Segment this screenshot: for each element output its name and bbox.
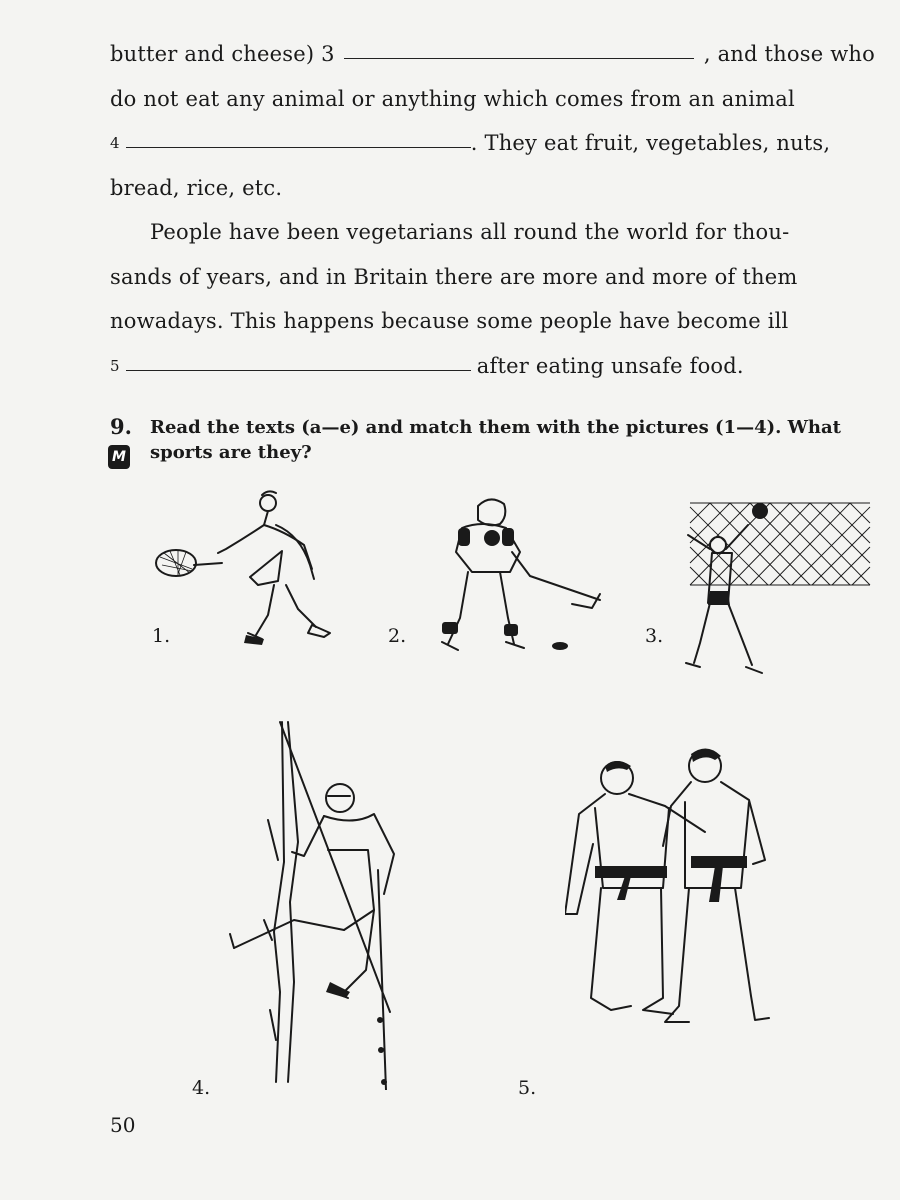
answer-blank-3[interactable] [344, 32, 694, 59]
text-line-8 [110, 344, 875, 389]
text-line-7 [110, 299, 875, 344]
text-line-4-content: bread, rice, etc. [110, 175, 283, 200]
answer-blank-4[interactable] [126, 121, 471, 148]
task-9 [110, 415, 880, 465]
blank-number-5: 5 [110, 356, 120, 375]
picture-label-3: 3. [645, 625, 664, 647]
picture-label-1: 1. [152, 625, 171, 647]
text-line-5 [110, 210, 875, 255]
climber-illustration [228, 720, 408, 1090]
reading-text [110, 32, 875, 388]
text-line-1 [110, 32, 875, 77]
text-line-6-content: sands of years, and in Britain there are more and more of them [110, 264, 798, 289]
page-number: 50 [110, 1113, 136, 1137]
text-line-7-content: nowadays. This happens because some people have become ill [110, 309, 789, 333]
text-line-3-end: . They eat fruit, vegetables, nuts, [470, 131, 831, 155]
picture-label-4: 4. [192, 1077, 211, 1099]
answer-blank-5[interactable] [126, 344, 471, 371]
text-line-2 [110, 77, 875, 122]
text-line-1-start: butter and cheese) 3 [110, 42, 335, 66]
hockey-player-illustration [412, 490, 612, 670]
tennis-player-illustration [150, 485, 350, 655]
task-instruction: Read the texts (a—e) and match them with the pictures (1—4). What sports are they? [150, 417, 841, 463]
picture-label-2: 2. [388, 625, 407, 647]
text-line-4 [110, 166, 875, 211]
text-line-2-content: do not eat any animal or anything which comes from an animal [110, 86, 795, 111]
text-line-8-end: after eating unsafe food. [476, 353, 744, 378]
picture-label-5: 5. [518, 1077, 537, 1099]
blank-number-4: 4 [110, 134, 120, 152]
judo-fighters-illustration [565, 748, 795, 1048]
text-line-3 [110, 121, 875, 166]
volleyball-player-illustration [680, 495, 875, 690]
task-number: 9. [110, 414, 132, 439]
text-line-1-end: , and those who [703, 42, 875, 66]
text-line-5-content: People have been vegetarians all round the world for thou- [150, 220, 790, 244]
text-line-6 [110, 255, 875, 300]
mp3-badge-icon: M [108, 445, 130, 469]
